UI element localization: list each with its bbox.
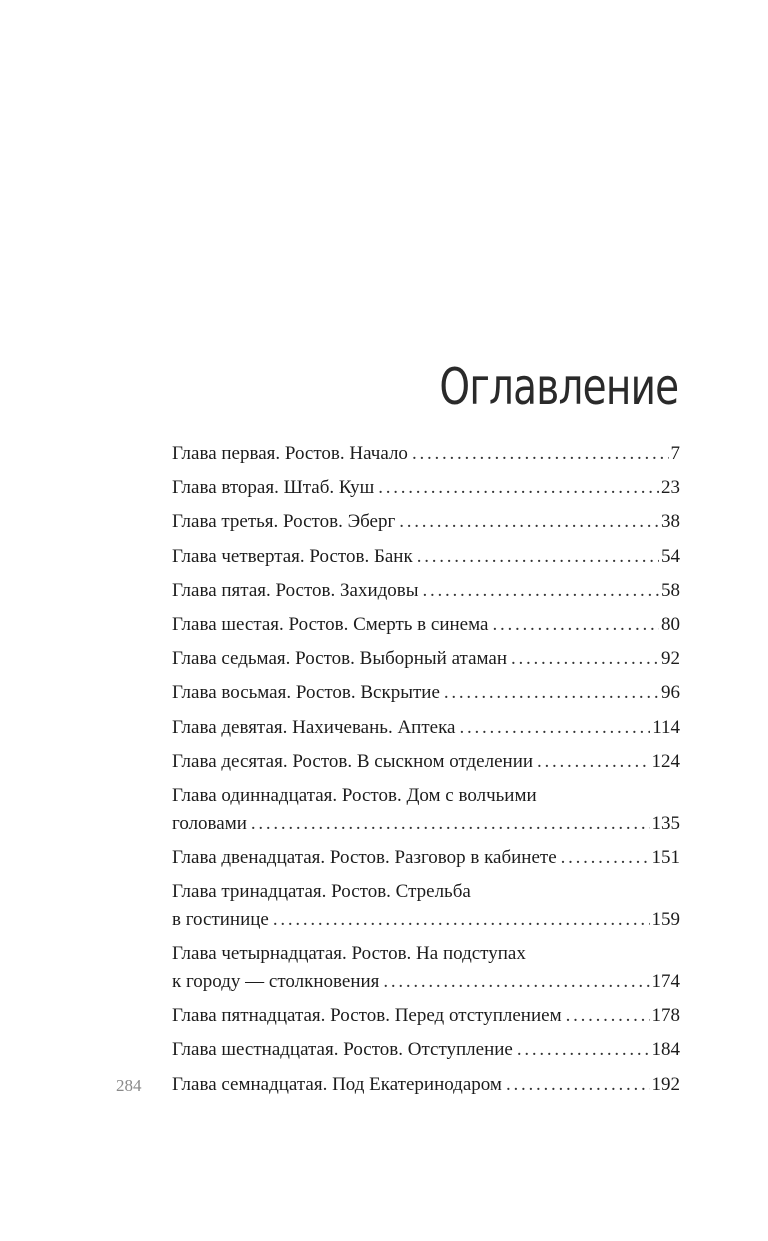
toc-entry: [172, 574, 680, 608]
toc-entry: [172, 937, 680, 999]
toc-entry: [172, 875, 680, 937]
toc-entry-page: 184: [651, 1039, 680, 1061]
toc-entry-page: 58: [661, 579, 680, 601]
toc-entry-page: 92: [661, 648, 680, 670]
toc-entry-page: 96: [661, 682, 680, 704]
toc-entry-title: головами: [172, 812, 247, 834]
toc-entry-page: 114: [652, 716, 680, 738]
toc-entry-title: Глава шестнадцатая. Ростов. Отступление: [172, 1039, 513, 1061]
toc-entry-title: к городу — столкновения: [172, 971, 380, 993]
toc-entry-page: 7: [670, 443, 680, 465]
dot-leader: [566, 1002, 650, 1030]
toc-entry-title: Глава вторая. Штаб. Куш: [172, 477, 375, 499]
toc-entry-page: 135: [651, 812, 680, 834]
dot-leader: [251, 810, 650, 838]
toc-entry-title: Глава седьмая. Ростов. Выборный атаман: [172, 648, 508, 670]
toc-entry: [172, 779, 680, 841]
toc-entry-title: Глава первая. Ростов. Начало: [172, 443, 408, 465]
toc-entry-page: 23: [661, 477, 680, 499]
dot-leader: [444, 679, 659, 707]
toc-entry: [172, 540, 680, 574]
toc-entry-title: Глава двенадцатая. Ростов. Разговор в кабинете: [172, 846, 557, 868]
dot-leader: [561, 844, 650, 872]
toc-entry-page: 159: [651, 909, 680, 931]
toc-entry-page: 80: [661, 614, 680, 636]
dot-leader: [417, 543, 659, 571]
toc-entry-title: Глава третья. Ростов. Эберг: [172, 511, 396, 533]
toc-entry-title: в гостинице: [172, 909, 269, 931]
dot-leader: [383, 968, 649, 996]
toc-entry-page: 151: [651, 846, 680, 868]
toc-entry: [172, 642, 680, 676]
toc-entry: [172, 711, 680, 745]
toc-entry-page: 174: [651, 971, 680, 993]
toc-entry: [172, 1033, 680, 1067]
dot-leader: [517, 1036, 650, 1064]
toc-entry-title-line1: Глава одиннадцатая. Ростов. Дом с волчьими: [172, 784, 537, 806]
toc-entry: [172, 505, 680, 539]
dot-leader: [399, 508, 659, 536]
toc-list: [172, 437, 680, 1102]
toc-entry: [172, 437, 680, 471]
dot-leader: [412, 440, 669, 468]
toc-entry-title: Глава четвертая. Ростов. Банк: [172, 545, 413, 567]
toc-entry: [172, 1067, 680, 1101]
dot-leader: [459, 714, 650, 742]
toc-entry-page: 178: [651, 1005, 680, 1027]
toc-entry: [172, 745, 680, 779]
toc-entry-title-line1: Глава тринадцатая. Ростов. Стрельба: [172, 881, 471, 903]
toc-entry-title: Глава десятая. Ростов. В сыскном отделении: [172, 750, 534, 772]
page-number: 284: [116, 1076, 142, 1095]
dot-leader: [506, 1071, 650, 1099]
toc-entry-page: 54: [661, 545, 680, 567]
toc-entry-title: Глава семнадцатая. Под Екатеринодаром: [172, 1073, 502, 1095]
page-title: Оглавление: [439, 358, 678, 416]
toc-entry-title-line1: Глава четырнадцатая. Ростов. На подступах: [172, 943, 526, 965]
dot-leader: [537, 748, 649, 776]
dot-leader: [492, 611, 659, 639]
toc-entry-page: 38: [661, 511, 680, 533]
toc-entry: [172, 841, 680, 875]
toc-entry: [172, 999, 680, 1033]
dot-leader: [378, 474, 659, 502]
toc-entry-page: 124: [651, 750, 680, 772]
dot-leader: [273, 906, 650, 934]
toc-entry-page: 192: [651, 1073, 680, 1095]
toc-entry: [172, 608, 680, 642]
toc-entry-title: Глава пятая. Ростов. Захидовы: [172, 579, 419, 601]
toc-entry-title: Глава девятая. Нахичевань. Аптека: [172, 716, 456, 738]
toc-entry-title: Глава шестая. Ростов. Смерть в синема: [172, 614, 489, 636]
dot-leader: [511, 645, 659, 673]
toc-entry-title: Глава пятнадцатая. Ростов. Перед отступлением: [172, 1005, 562, 1027]
toc-entry: [172, 676, 680, 710]
dot-leader: [423, 577, 659, 605]
toc-entry: [172, 471, 680, 505]
toc-entry-title: Глава восьмая. Ростов. Вскрытие: [172, 682, 440, 704]
